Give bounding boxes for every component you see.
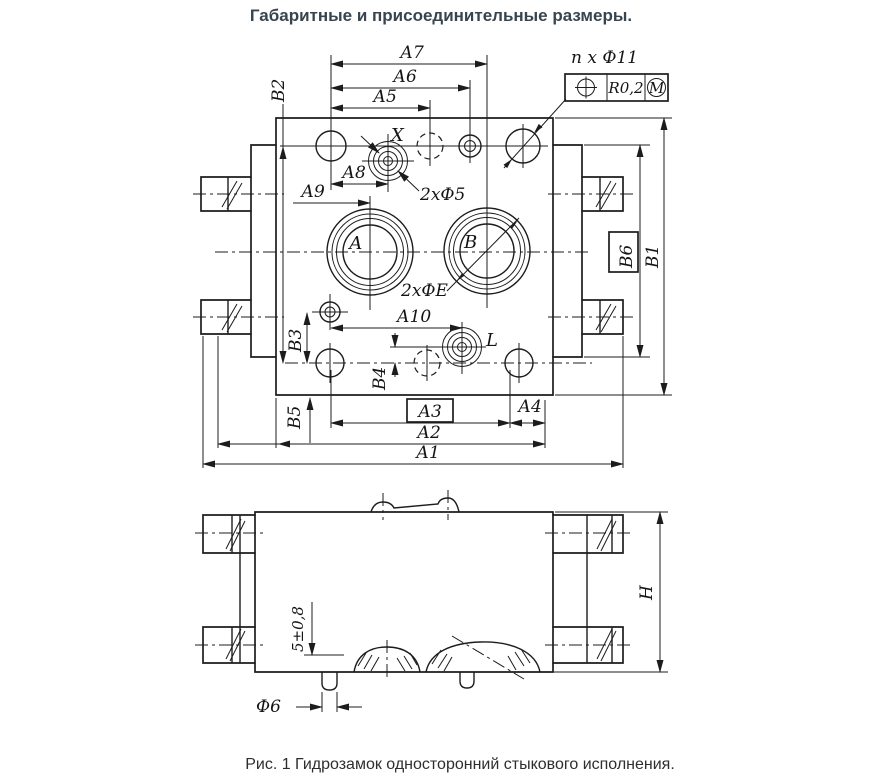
callout-2xphiE-label: 2хФЕ	[401, 281, 448, 301]
pin-phi6	[322, 672, 337, 690]
front-view	[195, 490, 633, 690]
port-l-label: L	[486, 330, 498, 351]
lug-hatch-left	[222, 181, 242, 332]
port-l	[390, 322, 486, 374]
dim-label-a2: А2	[417, 423, 441, 443]
dim-label-a3: А3	[418, 402, 442, 422]
dim-label-a1: А1	[416, 443, 440, 463]
dim-label-a8: А8	[342, 163, 366, 183]
pin-center	[460, 672, 474, 688]
port-b-label: В	[464, 232, 478, 253]
hole-b3	[312, 294, 348, 330]
dim-label-b5: В5	[285, 405, 305, 429]
callout-2xphiE	[400, 218, 519, 301]
dim-label-b2: В2	[269, 78, 289, 102]
dim-label-a7: А7	[400, 43, 424, 63]
tolerance-frame	[565, 74, 668, 101]
position-tolerance-icon	[575, 77, 597, 99]
callout-n-holes	[504, 48, 669, 168]
svg-text:М: М	[648, 79, 665, 97]
mmc-modifier-icon	[648, 79, 666, 98]
port-b	[444, 55, 530, 308]
port-x-label: X	[391, 125, 404, 146]
callout-2xphi5-label: 2хФ5	[420, 185, 466, 205]
dim-label-b3: В3	[286, 328, 306, 352]
dim-label-pin-offset: 5±0,8	[289, 606, 307, 652]
dim-label-a9: А9	[301, 182, 325, 202]
dim-label-a6: А6	[393, 67, 417, 87]
tolerance-value: R0,2	[608, 79, 644, 97]
figure-caption: Рис. 1 Гидрозамок односторонний стыкового исполнения.	[245, 756, 675, 773]
top-boss	[371, 498, 459, 512]
dim-label-a10: А10	[396, 307, 432, 327]
page-title: Габаритные и присоединительные размеры.	[249, 6, 633, 25]
dim-label-pin-dia: Ф6	[256, 697, 281, 717]
dim-label-b4: В4	[370, 366, 390, 390]
lug-hatch-right	[596, 181, 616, 332]
dimensions-top-view	[203, 43, 672, 468]
top-view	[193, 55, 633, 395]
dim-label-h: Н	[637, 585, 657, 600]
dim-label-b6: В6	[617, 244, 637, 268]
port-a-label: А	[349, 233, 363, 254]
port-x	[362, 134, 414, 192]
dim-label-a4: А4	[518, 397, 542, 417]
callout-n-holes-label: n х Ф11	[571, 48, 639, 68]
dim-label-a5: А5	[373, 87, 397, 107]
dim-label-b1: В1	[643, 244, 663, 268]
